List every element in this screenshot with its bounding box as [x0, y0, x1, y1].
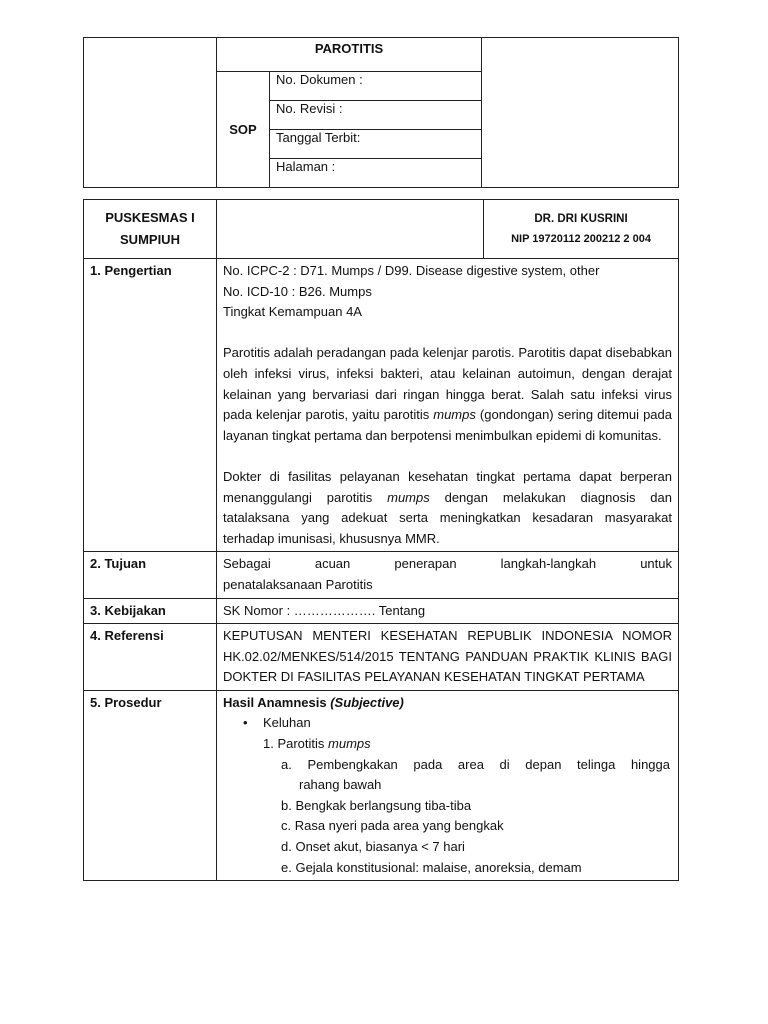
section-body-tujuan: [217, 552, 679, 598]
meta-tanggal-terbit: Tanggal Terbit:: [270, 130, 482, 159]
sop-content-table: [83, 199, 679, 881]
section-body-kebijakan: SK Nomor : ………………. Tentang: [217, 598, 679, 624]
list-item: rahang bawah: [299, 777, 382, 793]
meta-no-revisi: No. Revisi :: [270, 101, 482, 130]
list-item: e. Gejala konstitusional: malaise, anoreksia, demam: [281, 859, 582, 875]
meta-halaman: Halaman :: [270, 159, 482, 188]
section-label-pengertian: 1. Pengertian: [84, 259, 217, 552]
list-item: a. Pembengkakan pada area di depan telinga hingga: [281, 756, 670, 772]
tujuan-line2: penatalaksanaan Parotitis: [223, 576, 373, 592]
anamnesis-heading: Hasil Anamnesis (Subjective): [223, 694, 404, 710]
org-name-line1: PUSKESMAS I: [105, 210, 195, 225]
org-name-cell: [84, 200, 217, 259]
sop-label: SOP: [217, 72, 270, 188]
section-label-tujuan: 2. Tujuan: [84, 552, 217, 598]
section-body-referensi: KEPUTUSAN MENTERI KESEHATAN REPUBLIK INDONESIA NOMOR HK.02.02/MENKES/514/2015 TENTANG PANDUAN PRAKTIK KLINIS BAGI DOKTER DI FASILITAS PELAYANAN KESEHATAN TINGKAT PERTAMA: [217, 624, 679, 691]
meta-no-dokumen: No. Dokumen :: [270, 72, 482, 101]
bullet-keluhan: • Keluhan: [223, 713, 672, 734]
definition-paragraph: Parotitis adalah peradangan pada kelenjar parotis. Parotitis dapat disebabkan oleh infeksi virus, infeksi bakteri, atau kelainan autoimun, dengan derajat kelainan yang bervariasi dari ringan hingga berat. Salah satu infeksi virus pada kelenjar parotis, yaitu parotitis mumps (gondongan) sering ditemui pada layanan tingkat pertama dan berpotensi menimbulkan epidemi di komunitas.: [223, 345, 672, 443]
head-name: DR. DRI KUSRINI: [534, 213, 628, 225]
icd-line: No. ICD-10 : B26. Mumps: [223, 283, 372, 299]
section-label-referensi: 4. Referensi: [84, 624, 217, 691]
section-body-pengertian: [217, 259, 679, 552]
org-blank-cell: [217, 200, 484, 259]
section-body-prosedur: [217, 690, 679, 880]
head-nip: NIP 19720112 200212 2 004: [511, 233, 651, 245]
document-header: [83, 37, 679, 188]
tujuan-line1: Sebagai acuan penerapan langkah-langkah untuk: [223, 556, 672, 572]
icpc-line: No. ICPC-2 : D71. Mumps / D99. Disease digestive system, other: [223, 263, 600, 278]
role-paragraph: Dokter di fasilitas pelayanan kesehatan tingkat pertama dapat berperan menanggulangi parotitis mumps dengan melakukan diagnosis dan tatalaksana yang adekuat serta meningkatkan kesadaran masyarakat terhadap imunisasi, khususnya MMR.: [223, 468, 672, 546]
head-signature-cell: [484, 200, 679, 259]
logo-left-cell: [84, 38, 217, 188]
list-item: d. Onset akut, biasanya < 7 hari: [281, 839, 465, 855]
list-item: b. Bengkak berlangsung tiba-tiba: [281, 797, 472, 813]
document-title: PAROTITIS: [217, 38, 482, 72]
org-name-line2: SUMPIUH: [120, 232, 180, 247]
sub-parotitis-mumps: 1. Parotitis mumps: [263, 736, 371, 752]
section-label-kebijakan: 3. Kebijakan: [84, 598, 217, 624]
logo-right-cell: [482, 38, 679, 188]
section-label-prosedur: 5. Prosedur: [84, 690, 217, 880]
competence-line: Tingkat Kemampuan 4A: [223, 304, 362, 320]
list-item: c. Rasa nyeri pada area yang bengkak: [281, 818, 504, 834]
